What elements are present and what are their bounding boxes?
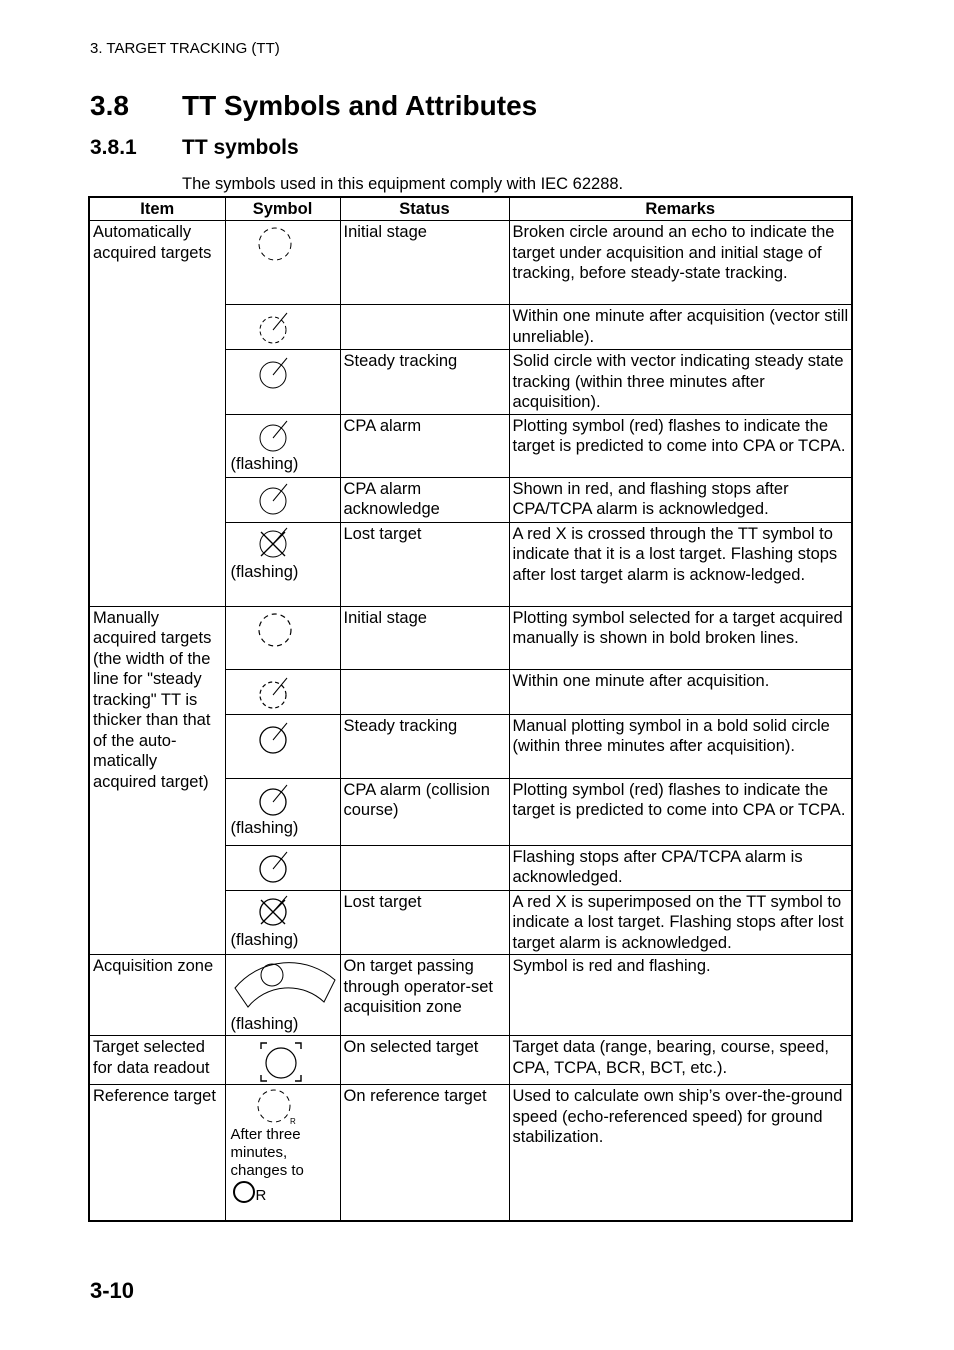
remarks-cell: Symbol is red and flashing. — [509, 955, 852, 1036]
broken-circle-icon — [229, 224, 338, 264]
status-cell: Steady tracking — [340, 350, 509, 415]
column-header-symbol: Symbol — [225, 197, 340, 221]
symbol-cell — [225, 414, 340, 477]
symbol-cell — [225, 955, 340, 1036]
remarks-cell: Manual plotting symbol in a bold solid circle (within three minutes after acquisition). — [509, 714, 852, 778]
symbol-note: After three minutes, changes to — [230, 1126, 304, 1179]
symbol-cell — [225, 778, 340, 845]
remarks-cell: Plotting symbol selected for a target acquired manually is shown in bold broken lines. — [509, 606, 852, 669]
table-row — [89, 955, 852, 1036]
symbol-cell — [225, 890, 340, 955]
reference-target-icon — [229, 1088, 338, 1126]
remarks-cell: Within one minute after acquisition (vector still unreliable). — [509, 305, 852, 350]
remarks-cell: Target data (range, bearing, course, speed, CPA, TCPA, BCR, BCT, etc.). — [509, 1036, 852, 1085]
running-header: 3. TARGET TRACKING (TT) — [90, 40, 280, 57]
remarks-cell: Within one minute after acquisition. — [509, 669, 852, 714]
solid-circle-vector-icon — [229, 782, 338, 818]
status-cell: Initial stage — [340, 606, 509, 669]
section-title — [90, 90, 537, 122]
remarks-cell: Plotting symbol (red) flashes to indicate the target is predicted to come into CPA or TCPA. — [509, 778, 852, 845]
symbol-cell — [225, 350, 340, 415]
symbol-cell — [225, 305, 340, 350]
reference-marker-small: R — [289, 1117, 296, 1126]
tt-symbols-table — [88, 196, 853, 1222]
section-number: 3.8 — [90, 90, 129, 121]
remarks-cell: A red X is crossed through the TT symbol to indicate that it is a lost target. Flashing stops after lost target alarm is acknow-ledged. — [509, 522, 852, 606]
remarks-cell: Flashing stops after CPA/TCPA alarm is acknowledged. — [509, 845, 852, 890]
solid-circle-vector-icon — [229, 481, 338, 521]
broken-circle-vector-icon — [229, 308, 338, 348]
symbol-note: (flashing) — [230, 454, 299, 473]
solid-circle-vector-icon — [229, 418, 338, 454]
crossed-circle-icon — [229, 526, 338, 562]
item-cell: Target selected for data readout — [89, 1036, 225, 1085]
acquisition-zone-icon — [229, 958, 338, 1014]
symbol-cell — [225, 1036, 340, 1085]
solid-circle-vector-icon — [229, 353, 338, 393]
status-cell: Lost target — [340, 522, 509, 606]
symbol-cell — [225, 221, 340, 305]
subsection-title — [90, 136, 299, 160]
column-header-remarks: Remarks — [509, 197, 852, 221]
status-cell: CPA alarm (collision course) — [340, 778, 509, 845]
status-cell: CPA alarm — [340, 414, 509, 477]
symbol-note: (flashing) — [230, 1015, 299, 1033]
remarks-cell: A red X is superimposed on the TT symbol to indicate a lost target. Flashing stops after lost target alarm is acknowledged. — [509, 890, 852, 955]
symbol-cell — [225, 845, 340, 890]
section-title-text: TT Symbols and Attributes — [182, 90, 538, 121]
table-row — [89, 1085, 852, 1221]
remarks-cell: Plotting symbol (red) flashes to indicate the target is predicted to come into CPA or TCPA. — [509, 414, 852, 477]
table-row — [89, 606, 852, 669]
status-cell: Steady tracking — [340, 714, 509, 778]
symbol-cell — [225, 477, 340, 522]
status-cell: On selected target — [340, 1036, 509, 1085]
subsection-number: 3.8.1 — [90, 136, 137, 159]
symbol-note: (flashing) — [230, 562, 299, 581]
symbol-cell — [225, 606, 340, 669]
status-cell: On reference target — [340, 1085, 509, 1221]
solid-circle-icon — [232, 1180, 256, 1204]
status-cell — [340, 669, 509, 714]
remarks-cell: Solid circle with vector indicating steady state tracking (within three minutes after acquisition). — [509, 350, 852, 415]
symbol-note: (flashing) — [230, 930, 299, 949]
item-cell: Automatically acquired targets — [89, 221, 225, 607]
reference-final-symbol — [229, 1180, 338, 1204]
solid-circle-vector-icon — [229, 718, 338, 758]
status-cell: Lost target — [340, 890, 509, 955]
status-cell — [340, 845, 509, 890]
symbol-cell — [225, 714, 340, 778]
column-header-item: Item — [89, 197, 225, 221]
symbol-cell — [225, 1085, 340, 1221]
reference-marker: R — [255, 1187, 267, 1204]
subsection-title-text: TT symbols — [182, 136, 299, 159]
column-header-status: Status — [340, 197, 509, 221]
item-cell: Manually acquired targets (the width of the line for "steady tracking" TT is thicker than that of the auto-matically acquired target) — [89, 606, 225, 955]
status-cell: CPA alarm acknowledge — [340, 477, 509, 522]
remarks-cell: Used to calculate own ship’s over-the-ground speed (echo-referenced speed) for ground stabilization. — [509, 1085, 852, 1221]
symbol-note: (flashing) — [230, 818, 299, 837]
intro-text: The symbols used in this equipment comply with IEC 62288. — [182, 175, 624, 193]
broken-circle-icon — [229, 610, 338, 650]
status-cell — [340, 305, 509, 350]
table-row — [89, 221, 852, 305]
solid-circle-vector-icon — [229, 849, 338, 889]
table-header-row — [89, 197, 852, 221]
item-cell: Acquisition zone — [89, 955, 225, 1036]
page-number: 3-10 — [90, 1278, 135, 1303]
crossed-circle-icon — [229, 894, 338, 930]
status-cell: On target passing through operator-set acquisition zone — [340, 955, 509, 1036]
item-cell: Reference target — [89, 1085, 225, 1221]
table-row — [89, 1036, 852, 1085]
status-cell: Initial stage — [340, 221, 509, 305]
symbol-cell — [225, 522, 340, 606]
remarks-cell: Shown in red, and flashing stops after CPA/TCPA alarm is acknowledged. — [509, 477, 852, 522]
symbol-cell — [225, 669, 340, 714]
remarks-cell: Broken circle around an echo to indicate the target under acquisition and initial stage of tracking, before steady-state tracking. — [509, 221, 852, 305]
selected-target-icon — [229, 1039, 338, 1083]
broken-circle-vector-icon — [229, 673, 338, 713]
